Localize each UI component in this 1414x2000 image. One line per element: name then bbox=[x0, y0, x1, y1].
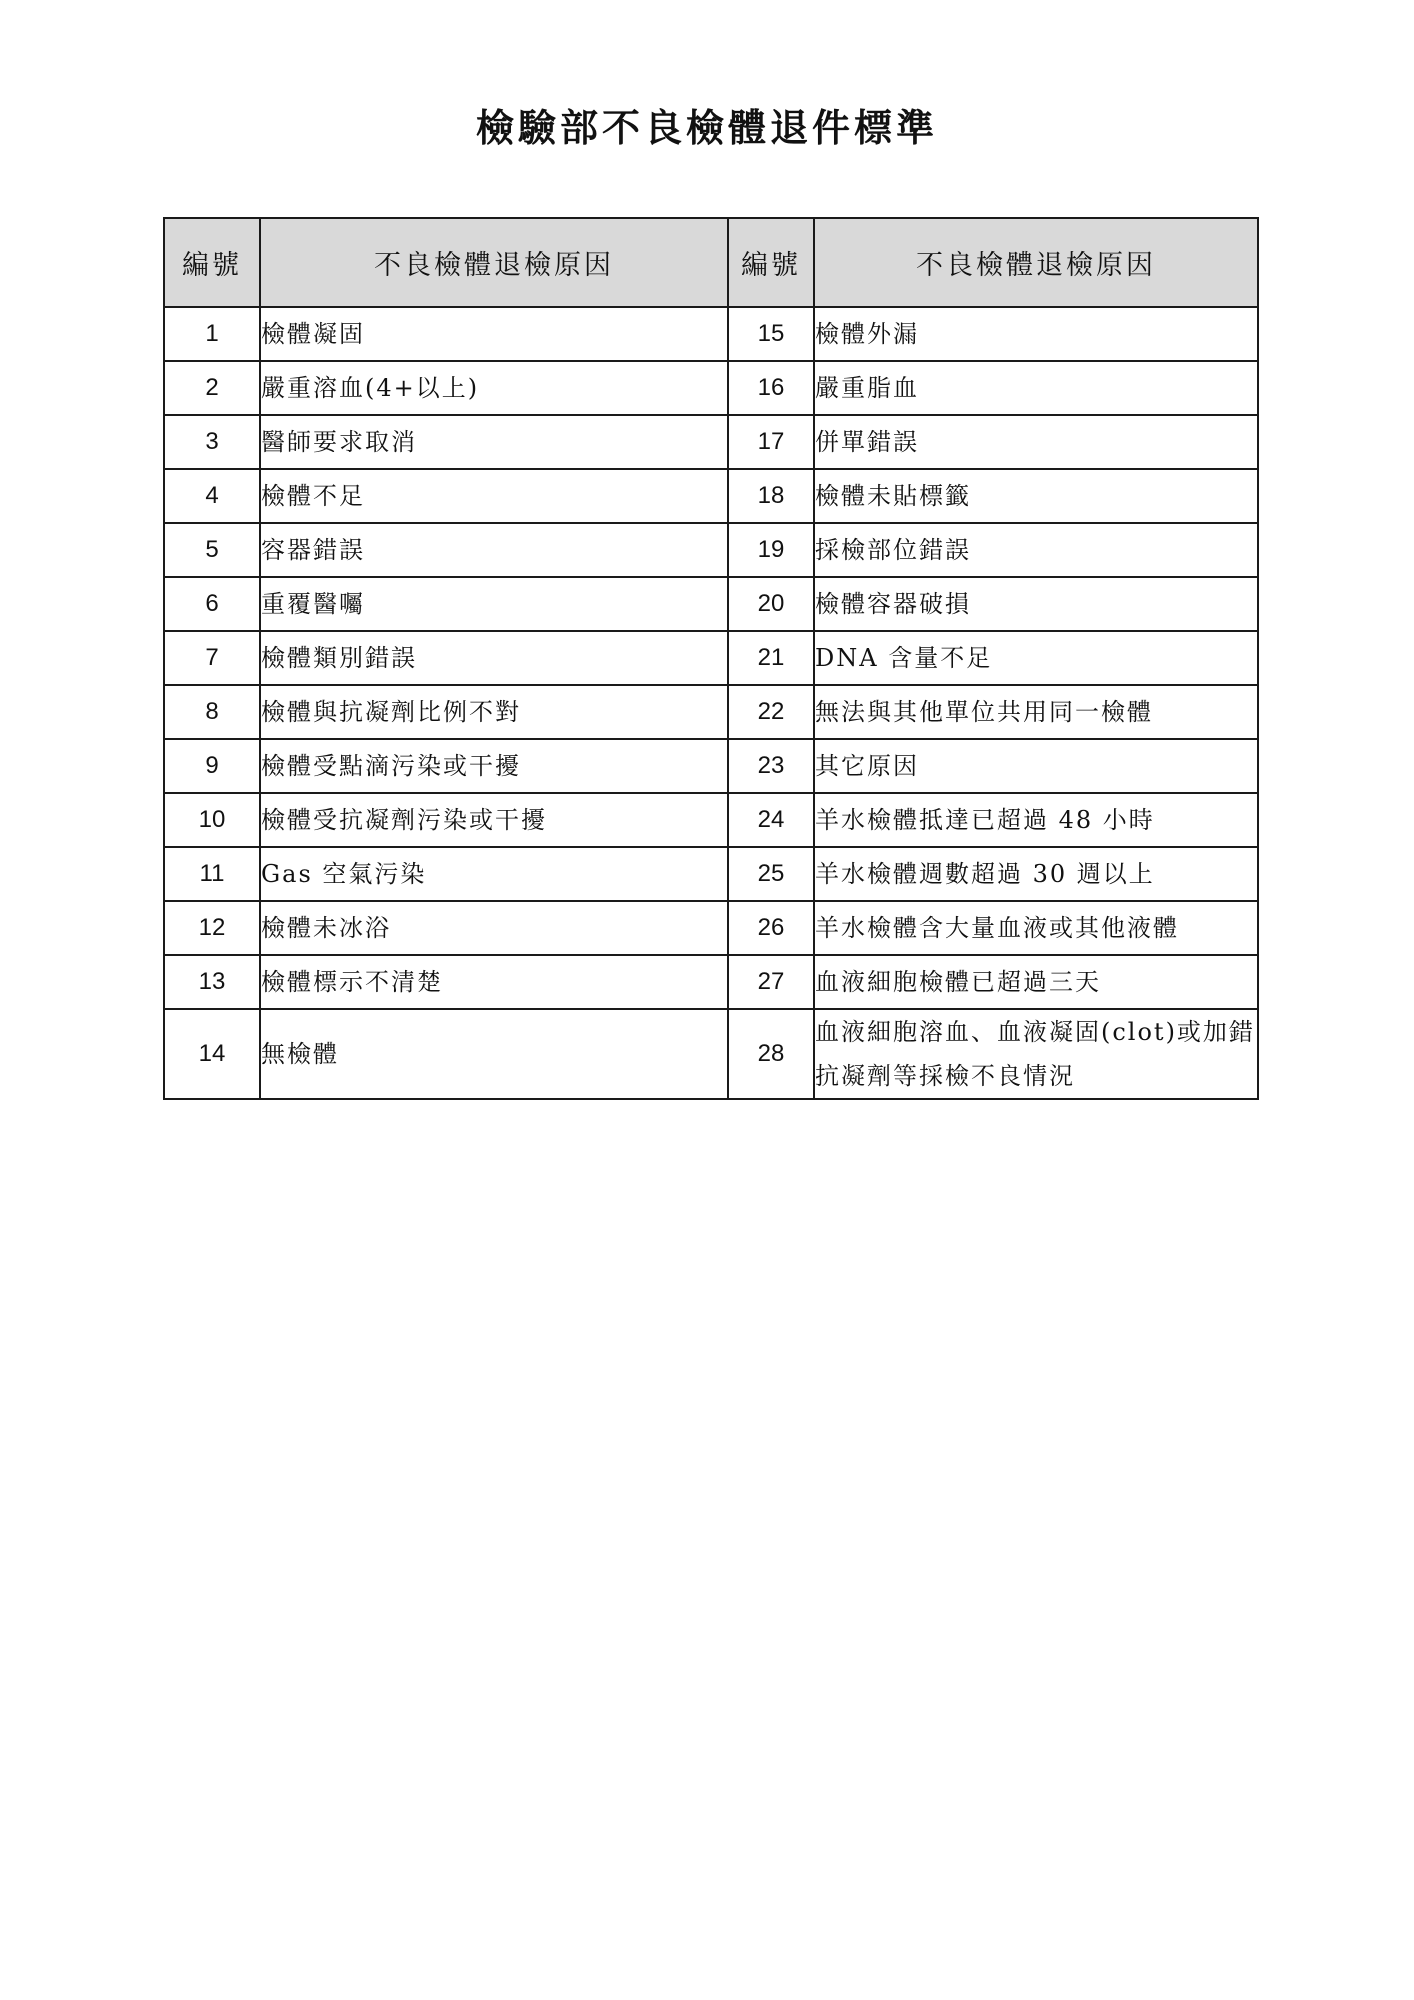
right-reason-cell: 採檢部位錯誤 bbox=[814, 523, 1258, 577]
rejection-criteria-table bbox=[163, 217, 1259, 1100]
right-reason-cell: 羊水檢體抵達已超過 48 小時 bbox=[814, 793, 1258, 847]
left-number-cell: 5 bbox=[164, 523, 260, 577]
right-reason-cell: DNA 含量不足 bbox=[814, 631, 1258, 685]
header-number-right: 編號 bbox=[728, 218, 814, 307]
table-row bbox=[164, 1009, 1258, 1099]
left-reason-cell: 嚴重溶血(4+以上) bbox=[260, 361, 728, 415]
left-reason-cell: 無檢體 bbox=[260, 1009, 728, 1099]
left-reason-cell: 容器錯誤 bbox=[260, 523, 728, 577]
right-number-cell: 21 bbox=[728, 631, 814, 685]
left-number-cell: 14 bbox=[164, 1009, 260, 1099]
right-reason-cell: 檢體容器破損 bbox=[814, 577, 1258, 631]
left-number-cell: 7 bbox=[164, 631, 260, 685]
right-number-cell: 22 bbox=[728, 685, 814, 739]
header-reason-right: 不良檢體退檢原因 bbox=[814, 218, 1258, 307]
left-reason-cell: 檢體受點滴污染或干擾 bbox=[260, 739, 728, 793]
left-number-cell: 13 bbox=[164, 955, 260, 1009]
table-row bbox=[164, 307, 1258, 361]
left-number-cell: 12 bbox=[164, 901, 260, 955]
left-reason-cell: 檢體標示不清楚 bbox=[260, 955, 728, 1009]
right-reason-cell: 羊水檢體含大量血液或其他液體 bbox=[814, 901, 1258, 955]
table-row bbox=[164, 523, 1258, 577]
right-number-cell: 18 bbox=[728, 469, 814, 523]
header-number-left: 編號 bbox=[164, 218, 260, 307]
left-reason-cell: 檢體類別錯誤 bbox=[260, 631, 728, 685]
table-row bbox=[164, 955, 1258, 1009]
left-number-cell: 3 bbox=[164, 415, 260, 469]
document-title: 檢驗部不良檢體退件標準 bbox=[475, 105, 938, 150]
left-reason-cell: 醫師要求取消 bbox=[260, 415, 728, 469]
right-reason-cell: 血液細胞溶血、血液凝固(clot)或加錯抗凝劑等採檢不良情況 bbox=[814, 1009, 1258, 1099]
right-reason-cell: 併單錯誤 bbox=[814, 415, 1258, 469]
table-row bbox=[164, 415, 1258, 469]
right-number-cell: 28 bbox=[728, 1009, 814, 1099]
left-reason-cell: 檢體不足 bbox=[260, 469, 728, 523]
left-number-cell: 1 bbox=[164, 307, 260, 361]
left-reason-cell: 重覆醫囑 bbox=[260, 577, 728, 631]
right-number-cell: 16 bbox=[728, 361, 814, 415]
right-number-cell: 27 bbox=[728, 955, 814, 1009]
left-number-cell: 9 bbox=[164, 739, 260, 793]
table-row bbox=[164, 469, 1258, 523]
left-number-cell: 8 bbox=[164, 685, 260, 739]
left-number-cell: 2 bbox=[164, 361, 260, 415]
right-reason-cell: 無法與其他單位共用同一檢體 bbox=[814, 685, 1258, 739]
table-row bbox=[164, 901, 1258, 955]
left-number-cell: 4 bbox=[164, 469, 260, 523]
right-reason-cell: 血液細胞檢體已超過三天 bbox=[814, 955, 1258, 1009]
table-row bbox=[164, 739, 1258, 793]
left-reason-cell: 檢體與抗凝劑比例不對 bbox=[260, 685, 728, 739]
right-reason-cell: 檢體未貼標籤 bbox=[814, 469, 1258, 523]
left-number-cell: 11 bbox=[164, 847, 260, 901]
table-header-row bbox=[164, 218, 1258, 307]
right-number-cell: 15 bbox=[728, 307, 814, 361]
right-reason-cell: 檢體外漏 bbox=[814, 307, 1258, 361]
right-number-cell: 19 bbox=[728, 523, 814, 577]
table-row bbox=[164, 361, 1258, 415]
table-row bbox=[164, 631, 1258, 685]
right-reason-cell: 嚴重脂血 bbox=[814, 361, 1258, 415]
left-reason-cell: 檢體凝固 bbox=[260, 307, 728, 361]
left-reason-cell: Gas 空氣污染 bbox=[260, 847, 728, 901]
left-number-cell: 10 bbox=[164, 793, 260, 847]
left-reason-cell: 檢體未冰浴 bbox=[260, 901, 728, 955]
right-number-cell: 24 bbox=[728, 793, 814, 847]
right-number-cell: 20 bbox=[728, 577, 814, 631]
table-row bbox=[164, 685, 1258, 739]
table-row bbox=[164, 793, 1258, 847]
right-number-cell: 26 bbox=[728, 901, 814, 955]
header-reason-left: 不良檢體退檢原因 bbox=[260, 218, 728, 307]
right-number-cell: 25 bbox=[728, 847, 814, 901]
table-row bbox=[164, 847, 1258, 901]
left-reason-cell: 檢體受抗凝劑污染或干擾 bbox=[260, 793, 728, 847]
right-number-cell: 23 bbox=[728, 739, 814, 793]
right-reason-cell: 羊水檢體週數超過 30 週以上 bbox=[814, 847, 1258, 901]
right-number-cell: 17 bbox=[728, 415, 814, 469]
right-reason-cell: 其它原因 bbox=[814, 739, 1258, 793]
table-row bbox=[164, 577, 1258, 631]
left-number-cell: 6 bbox=[164, 577, 260, 631]
